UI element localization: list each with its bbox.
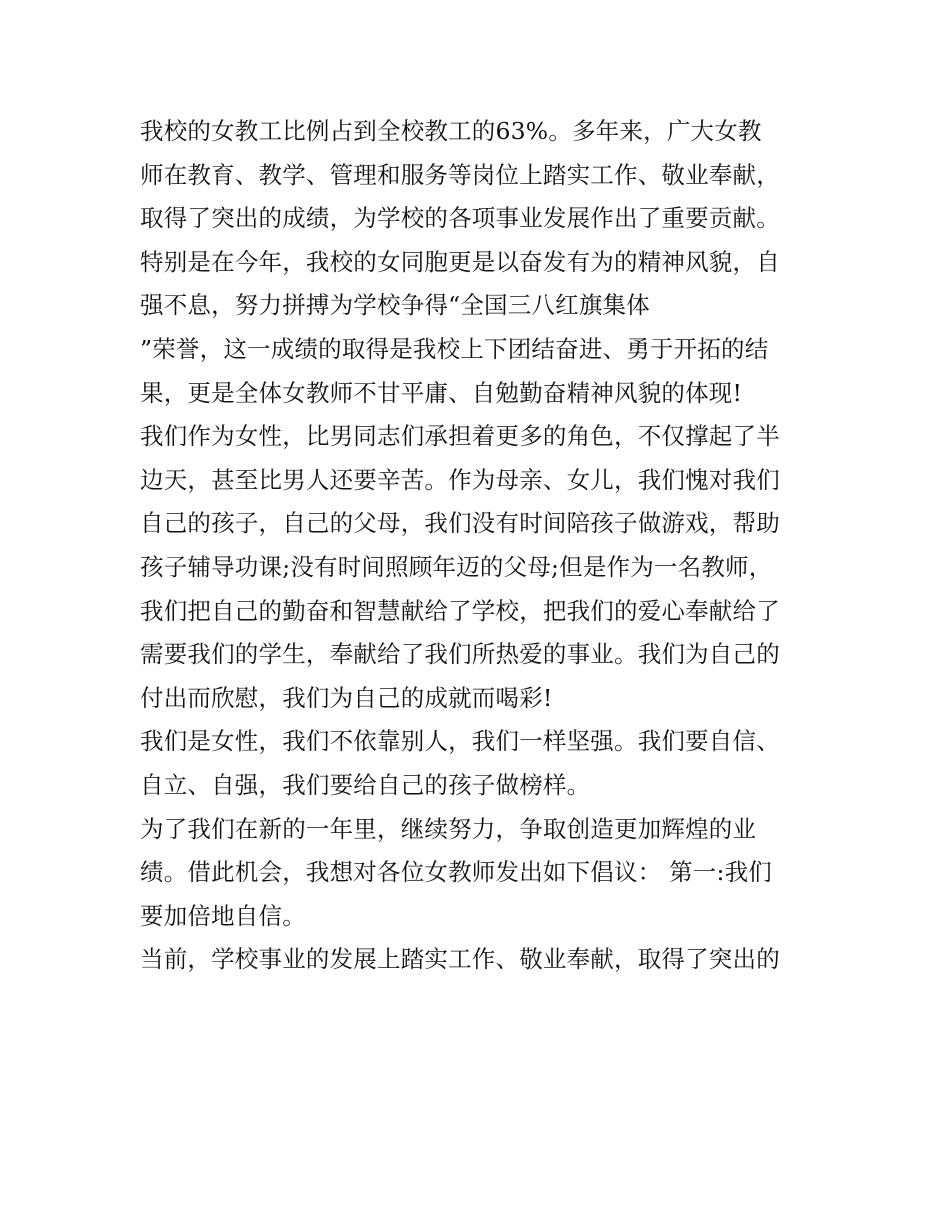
document-body: [140, 110, 820, 982]
text-line: 我们把自己的勤奋和智慧献给了学校，把我们的爱心奉献给了: [140, 596, 780, 625]
text-line: 当前，学校事业的发展上踏实工作、敬业奉献，取得了突出的: [140, 945, 780, 974]
text-line: 需要我们的学生，奉献给了我们所热爱的事业。我们为自己的: [140, 640, 780, 669]
text-line: 特别是在今年，我校的女同胞更是以奋发有为的精神风貌，自: [140, 247, 780, 276]
text-line: 强不息，努力拼搏为学校争得“全国三八红旗集体: [140, 291, 650, 320]
text-line: 我校的女教工比例占到全校教工的63%。多年来，广大女教: [140, 117, 762, 145]
text-line: 付出而欣慰，我们为自己的成就而喝彩!: [140, 683, 553, 712]
text-line: 果，更是全体女教师不甘平庸、自勉勤奋精神风貌的体现!: [140, 378, 743, 407]
text-line: ”荣誉，这一成绩的取得是我校上下团结奋进、勇于开拓的结: [140, 334, 769, 363]
text-line: 取得了突出的成绩，为学校的各项事业发展作出了重要贡献。: [140, 204, 780, 233]
text-line: 边天，甚至比男人还要辛苦。作为母亲、女儿，我们愧对我们: [140, 465, 780, 494]
text-line: 要加倍地自信。: [140, 901, 306, 930]
text-line: 师在教育、教学、管理和服务等岗位上踏实工作、敬业奉献，: [140, 160, 780, 189]
text-line: 为了我们在新的一年里，继续努力，争取创造更加辉煌的业: [140, 814, 757, 843]
text-line: 我们是女性，我们不依靠别人，我们一样坚强。我们要自信、: [140, 727, 780, 756]
text-line: 自立、自强，我们要给自己的孩子做榜样。: [140, 770, 591, 799]
text-line: 孩子辅导功课;没有时间照顾年迈的父母;但是作为一名教师，: [140, 552, 773, 581]
text-line: 我们作为女性，比男同志们承担着更多的角色，不仅撑起了半: [140, 422, 780, 451]
text-line: 绩。借此机会，我想对各位女教师发出如下倡议： 第一:我们: [140, 858, 772, 887]
text-line: 自己的孩子，自己的父母，我们没有时间陪孩子做游戏，帮助: [140, 509, 780, 538]
